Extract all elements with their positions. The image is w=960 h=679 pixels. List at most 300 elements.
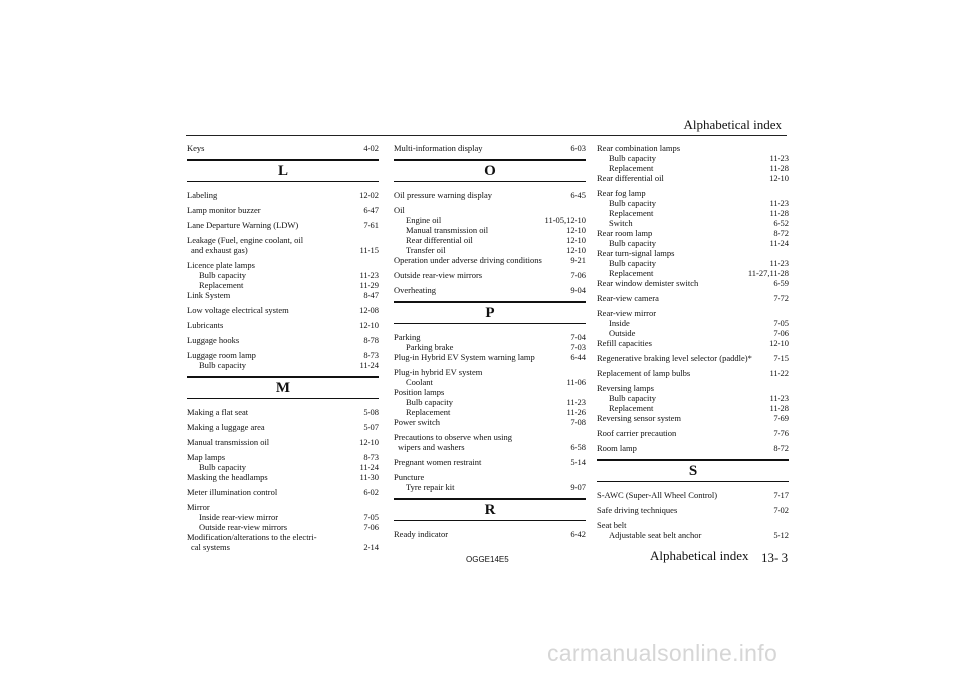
index-entry [187,143,379,153]
index-entry [394,529,586,539]
entry-row [199,522,379,532]
index-entry [597,490,789,500]
page-ref: 12-10 [566,235,586,245]
index-entry [187,305,379,315]
entry-row [187,350,379,360]
entry-row [609,403,789,413]
entry-row [187,205,379,215]
entry-row [187,305,379,315]
index-entry [394,352,586,362]
page-ref: 11-27,11-28 [747,268,789,278]
page-ref: 5-08 [363,407,379,417]
entry-row [406,215,586,225]
index-entry [597,505,789,515]
entry-row [597,228,789,238]
section-rule-bottom [597,481,789,482]
entry-label: Bulb capacity [609,153,656,163]
index-subentry [597,393,789,403]
page-ref: 11-28 [769,163,789,173]
index-subentry [597,318,789,328]
page-ref: 2-14 [363,542,379,552]
entry-row [199,360,379,370]
page-ref: 4-02 [363,143,379,153]
page-ref: 11-30 [359,472,379,482]
entry-label: Bulb capacity [609,393,656,403]
entry-row [187,335,379,345]
index-entry [187,220,379,230]
section-rule-bottom [394,323,586,324]
entry-row [406,225,586,235]
index-heading-entry [597,188,789,198]
entry-row [597,293,789,303]
entry-label: Transfer oil [406,245,446,255]
page-ref: 7-05 [363,512,379,522]
entry-label: Rear-view camera [597,293,659,303]
entry-label: Refill capacities [597,338,652,348]
entry-row [394,417,586,427]
page-ref: 7-03 [570,342,586,352]
page-ref: 6-47 [363,205,379,215]
entry-row [199,512,379,522]
section-letter: M [275,380,291,396]
entry-row [187,290,379,300]
entry-label: Manual transmission oil [187,437,270,447]
index-entry [394,270,586,280]
index-entry [597,353,789,363]
entry-row [609,393,789,403]
section-rule-bottom [394,520,586,521]
entry-label: Puncture [394,472,425,482]
entry-label: Regenerative braking level selector (paddle)* [597,353,752,363]
index-entry [597,443,789,453]
index-heading-entry [597,143,789,153]
entry-label: S-AWC (Super-All Wheel Control) [597,490,718,500]
entry-row [609,318,789,328]
page-ref: 12-10 [359,437,379,447]
index-subentry [597,153,789,163]
entry-label: Labeling [187,190,218,200]
entry-row [199,280,379,290]
page-ref: 5-07 [363,422,379,432]
entry-row [187,320,379,330]
page-ref: 9-21 [570,255,586,265]
index-subentry [597,258,789,268]
index-subentry [187,280,379,290]
entry-row [597,443,789,453]
section-rule-bottom [187,181,379,182]
page-ref: 12-10 [769,173,789,183]
entry-label: Oil pressure warning display [394,190,492,200]
section-heading [394,498,586,521]
index-entry [394,417,586,427]
section-heading [394,301,586,324]
index-heading-entry [597,383,789,393]
page-ref: 6-58 [570,442,586,452]
entry-label: Parking brake [406,342,454,352]
entry-label: Roof carrier precaution [597,428,677,438]
watermark: carmanualsonline.info [547,640,778,666]
index-entry [187,350,379,360]
entry-label: Operation under adverse driving conditions [394,255,542,265]
index-subentry [187,512,379,522]
page-ref: 12-10 [359,320,379,330]
entry-label: Lane Departure Warning (LDW) [187,220,299,230]
page-ref: 7-15 [773,353,789,363]
entry-row [406,342,586,352]
entry-label: Power switch [394,417,441,427]
page-ref: 7-17 [773,490,789,500]
entry-label: Lamp monitor buzzer [187,205,261,215]
entry-label: Rear turn-signal lamps [597,248,675,258]
entry-label: Rear differential oil [597,173,664,183]
entry-row [609,238,789,248]
index-heading-entry [597,308,789,318]
page-ref: 8-72 [773,228,789,238]
entry-label: Room lamp [597,443,637,453]
entry-row [597,353,789,363]
entry-label: Modification/alterations to the electri- [187,532,317,542]
page-ref: 8-78 [363,335,379,345]
index-subentry [394,407,586,417]
entry-row [597,428,789,438]
index-entry [394,143,586,153]
entry-label: Rear-view mirror [597,308,657,318]
index-entry [187,290,379,300]
entry-row [406,482,586,492]
entry-label: Making a flat seat [187,407,249,417]
entry-row [609,258,789,268]
index-subentry [187,360,379,370]
index-subentry [597,530,789,540]
entry-label: Replacement [406,407,451,417]
page-ref: 11-06 [566,377,586,387]
page-ref: 6-42 [570,529,586,539]
entry-label: Licence plate lamps [187,260,255,270]
entry-label: Coolant [406,377,433,387]
entry-label: Keys [187,143,205,153]
page-ref: 11-23 [769,393,789,403]
index-subentry [597,198,789,208]
entry-row [187,487,379,497]
entry-row [609,218,789,228]
page-ref: 12-10 [566,225,586,235]
index-heading-entry [394,205,586,215]
entry-label: Rear fog lamp [597,188,646,198]
section-letter: L [277,163,288,179]
entry-label: Inside [609,318,630,328]
entry-label: Rear window demister switch [597,278,699,288]
page-ref: 9-04 [570,285,586,295]
page-ref: 11-23 [769,153,789,163]
index-column-2 [394,138,586,539]
entry-label: Lubricants [187,320,224,330]
entry-row [394,190,586,200]
index-subentry [394,377,586,387]
entry-row [187,245,379,255]
page-ref: 7-72 [773,293,789,303]
page-ref: 11-23 [566,397,586,407]
page-ref: 8-73 [363,452,379,462]
index-entry [187,452,379,462]
page-ref: 7-61 [363,220,379,230]
entry-row [199,462,379,472]
section-letter: S [688,463,698,479]
entry-row [187,143,379,153]
index-heading-entry [187,260,379,270]
entry-row [394,529,586,539]
section-heading [187,159,379,182]
entry-label: Replacement [199,280,244,290]
page-ref: 6-44 [570,352,586,362]
entry-label: Leakage (Fuel, engine coolant, oil [187,235,304,245]
entry-row [609,163,789,173]
page-ref: 11-15 [359,245,379,255]
section-heading [394,159,586,182]
entry-label: Plug-in Hybrid EV System warning lamp [394,352,535,362]
index-subentry [394,245,586,255]
entry-label: Bulb capacity [199,462,246,472]
entry-row [406,407,586,417]
entry-row [597,173,789,183]
entry-row [187,437,379,447]
index-subentry [394,225,586,235]
index-subentry [187,522,379,532]
page-ref: 8-73 [363,350,379,360]
index-entry [597,368,789,378]
entry-row [187,422,379,432]
entry-label: Reversing sensor system [597,413,682,423]
entry-label: Bulb capacity [199,270,246,280]
page-ref: 11-28 [769,208,789,218]
page-ref: 11-22 [769,368,789,378]
entry-label: Rear differential oil [406,235,473,245]
entry-label: Precautions to observe when using [394,432,513,442]
page-ref: 11-28 [769,403,789,413]
index-column-3 [597,138,789,540]
page-ref: 12-08 [359,305,379,315]
index-entry [187,532,379,552]
entry-row [394,143,586,153]
page-ref: 6-02 [363,487,379,497]
page-ref: 12-10 [566,245,586,255]
index-entry [187,487,379,497]
page-number: 13- 3 [761,550,789,565]
page-ref: 12-10 [769,338,789,348]
entry-row [406,235,586,245]
index-subentry [597,238,789,248]
entry-label: Replacement [609,208,654,218]
entry-label: Low voltage electrical system [187,305,289,315]
entry-row [394,352,586,362]
entry-label: Bulb capacity [406,397,453,407]
entry-label: Making a luggage area [187,422,265,432]
index-entry [187,320,379,330]
entry-label: Position lamps [394,387,445,397]
entry-label: Tyre repair kit [406,482,455,492]
page-ref: 7-69 [773,413,789,423]
page-ref: 9-07 [570,482,586,492]
index-entry [187,190,379,200]
index-subentry [394,342,586,352]
entry-row [609,153,789,163]
entry-label: Adjustable seat belt anchor [609,530,702,540]
entry-row [187,407,379,417]
index-entry [187,422,379,432]
page-ref: 5-12 [773,530,789,540]
page-ref: 11-24 [359,462,379,472]
entry-row [394,255,586,265]
entry-label-continued: cal systems [191,542,230,552]
page-ref: 7-06 [773,328,789,338]
page-ref: 11-23 [359,270,379,280]
entry-label: Manual transmission oil [406,225,489,235]
section-letter: O [484,163,496,179]
page-ref: 7-05 [773,318,789,328]
index-entry [394,255,586,265]
index-entry [597,173,789,183]
entry-row [609,208,789,218]
index-heading-entry [394,472,586,482]
index-entry [394,332,586,342]
entry-label: Inside rear-view mirror [199,512,279,522]
entry-row [597,490,789,500]
index-subentry [394,397,586,407]
entry-label: Oil [394,205,405,215]
entry-row [394,270,586,280]
entry-row [609,268,789,278]
index-subentry [597,163,789,173]
section-heading [597,459,789,482]
page-ref: 6-03 [570,143,586,153]
entry-row [187,220,379,230]
page-ref: 11-26 [566,407,586,417]
index-entry [597,428,789,438]
page-ref: 11-23 [769,198,789,208]
index-heading-entry [187,502,379,512]
header-title: Alphabetical index [683,117,782,132]
index-entry [187,205,379,215]
entry-label: Bulb capacity [609,238,656,248]
section-rule-bottom [394,181,586,182]
page-ref: 7-06 [363,522,379,532]
entry-label: Bulb capacity [199,360,246,370]
entry-label: Plug-in hybrid EV system [394,367,483,377]
entry-row [187,542,379,552]
index-subentry [597,268,789,278]
document-code: OGGE14E5 [466,555,509,564]
entry-label: Replacement [609,403,654,413]
page-ref: 11-24 [769,238,789,248]
index-entry [597,338,789,348]
page-ref: 7-06 [570,270,586,280]
entry-label: Pregnant women restraint [394,457,482,467]
entry-label: Bulb capacity [609,198,656,208]
page-ref: 7-04 [570,332,586,342]
entry-row [394,332,586,342]
entry-row [187,190,379,200]
index-subentry [394,215,586,225]
entry-label: Multi-information display [394,143,483,153]
entry-label: Engine oil [406,215,442,225]
entry-row [406,397,586,407]
page-ref: 8-47 [363,290,379,300]
entry-label: Luggage room lamp [187,350,256,360]
entry-row [406,377,586,387]
index-heading-entry [394,367,586,377]
page-ref: 7-08 [570,417,586,427]
index-entry [187,235,379,255]
index-subentry [394,482,586,492]
entry-label: Outside [609,328,636,338]
index-heading-entry [597,520,789,530]
entry-label: Reversing lamps [597,383,654,393]
page-ref: 11-24 [359,360,379,370]
index-entry [187,335,379,345]
entry-row [609,198,789,208]
entry-row [597,278,789,288]
index-entry [394,285,586,295]
index-entry [187,407,379,417]
entry-label: Safe driving techniques [597,505,678,515]
index-subentry [597,218,789,228]
entry-row [609,328,789,338]
page-ref: 11-23 [769,258,789,268]
entry-row [199,270,379,280]
entry-label: Replacement of lamp bulbs [597,368,691,378]
page-ref: 6-52 [773,218,789,228]
index-subentry [187,462,379,472]
entry-label: Outside rear-view mirrors [199,522,288,532]
page-ref: 12-02 [359,190,379,200]
index-subentry [597,208,789,218]
entry-label: Rear combination lamps [597,143,681,153]
index-subentry [597,328,789,338]
section-letter: P [485,305,495,321]
entry-row [394,457,586,467]
entry-label: Bulb capacity [609,258,656,268]
index-heading-entry [597,248,789,258]
entry-label: Outside rear-view mirrors [394,270,483,280]
index-entry [597,413,789,423]
entry-row [597,368,789,378]
entry-row [597,505,789,515]
entry-label-continued: wipers and washers [398,442,465,452]
footer-section-title: Alphabetical index [650,548,749,563]
page-ref: 11-29 [359,280,379,290]
entry-label: Switch [609,218,633,228]
entry-row [597,338,789,348]
entry-row [394,285,586,295]
entry-row [394,442,586,452]
entry-label: Replacement [609,163,654,173]
index-column-1 [187,138,379,552]
page-ref: 7-02 [773,505,789,515]
entry-label: Ready indicator [394,529,449,539]
entry-row [597,413,789,423]
index-entry [597,228,789,238]
entry-label: Map lamps [187,452,226,462]
entry-label: Rear room lamp [597,228,653,238]
index-entry [394,190,586,200]
index-entry [394,457,586,467]
entry-label: Luggage hooks [187,335,240,345]
entry-label: Meter illumination control [187,487,278,497]
page-ref: 6-45 [570,190,586,200]
entry-label-continued: and exhaust gas) [191,245,248,255]
entry-row [187,452,379,462]
section-rule-bottom [187,398,379,399]
entry-row [406,245,586,255]
